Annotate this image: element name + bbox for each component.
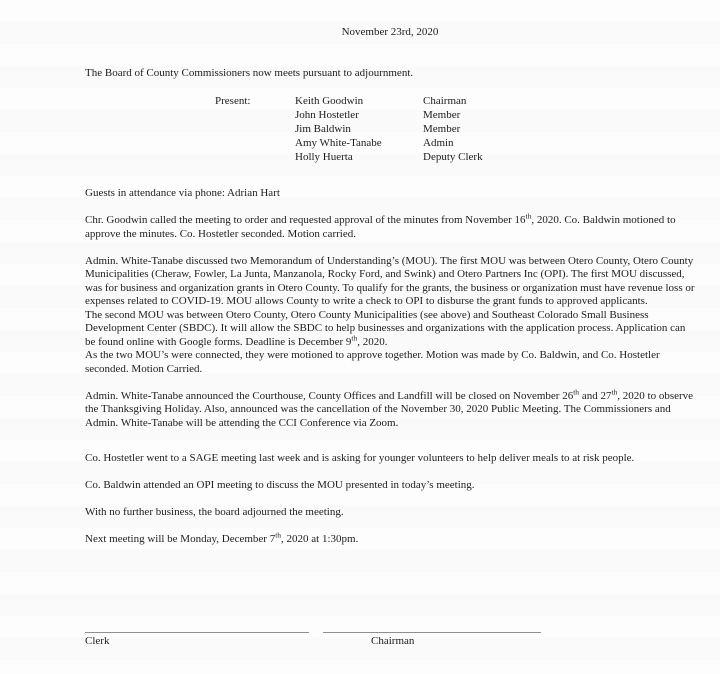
paragraph-mou-first: Admin. White-Tanabe discussed two Memorandum of Understanding’s (MOU). The first MOU was between Otero County, Otero County Municipalities (Cheraw, Fowler, La Junta, Manzanola, Rocky Ford, and Swink) and Otero Partners Inc (OPI). The first MOU discussed, was for business and organization grants in Otero County. To qualify for the grants, the business or organization must have revenue loss or expenses related to COVID-19. MOU allows County to write a check to OPI to disburse the grant funds to approved applicants.	[85, 254, 695, 307]
paragraph-sage-meeting: Co. Hostetler went to a SAGE meeting last week and is asking for younger volunteers to help deliver meals to at risk people.	[85, 452, 635, 464]
attendee-name: Keith Goodwin	[295, 95, 364, 107]
attendee-row	[295, 136, 695, 150]
paragraph-minutes-approval: Chr. Goodwin called the meeting to order and requested approval of the minutes from November 16th, 2020. Co. Baldwin motioned to approve the minutes. Co. Hostetler seconded. Motion carried.	[85, 211, 676, 240]
attendee-row	[295, 150, 695, 164]
paragraph-guests: Guests in attendance via phone: Adrian Hart	[85, 187, 280, 199]
present-label: Present:	[215, 95, 251, 107]
paragraph-opi-meeting: Co. Baldwin attended an OPI meeting to discuss the MOU presented in today’s meeting.	[85, 479, 475, 491]
paragraph-adjournment: With no further business, the board adjourned the meeting.	[85, 506, 344, 518]
attendee-row	[295, 108, 695, 122]
attendance-section	[215, 94, 695, 164]
clerk-signature-line	[85, 632, 309, 633]
attendee-role: Member	[423, 123, 461, 135]
paragraph-group-mou	[85, 255, 695, 377]
chairman-signature-label: Chairman	[371, 635, 415, 647]
paragraph-closure-announcement: Admin. White-Tanabe announced the Courthouse, County Offices and Landfill will be closed on November 26th and 27th, 2020 to observe the Thanksgiving Holiday. Also, announced was the cancellation of the November 30, 2020 Public Meeting. The Commissioners and Admin. White-Tanabe will be attending the CCI Conference via Zoom.	[85, 386, 694, 429]
attendee-row	[295, 122, 695, 136]
intro-statement: The Board of County Commissioners now meets pursuant to adjournment.	[85, 67, 414, 79]
attendee-name: John Hostetler	[295, 109, 359, 121]
paragraph-mou-second: The second MOU was between Otero County, Otero County Municipalities (see above) and Southeast Colorado Small Business Development Center (SBDC). It will allow the SBDC to help businesses and organizations with the application process. Application can be found online with Google forms. Deadline is December 9th, 2020.	[85, 308, 686, 348]
attendee-role: Chairman	[423, 95, 467, 107]
attendee-name: Amy White-Tanabe	[295, 137, 382, 149]
chairman-signature-area	[323, 632, 541, 648]
attendee-list	[295, 94, 695, 164]
paragraph-mou-vote: As the two MOU’s were connected, they were motioned to approve together. Motion was made by Co. Baldwin, and Co. Hostetler seconded. Motion Carried.	[85, 349, 660, 375]
attendee-name: Holly Huerta	[295, 151, 353, 163]
document-date: November 23rd, 2020	[341, 26, 439, 38]
attendee-row	[295, 94, 695, 108]
attendee-name: Jim Baldwin	[295, 123, 351, 135]
clerk-signature-label: Clerk	[85, 635, 110, 647]
attendee-role: Member	[423, 109, 461, 121]
chairman-signature-line	[323, 632, 541, 633]
attendee-role: Admin	[423, 137, 454, 149]
attendee-role: Deputy Clerk	[423, 151, 483, 163]
paragraph-next-meeting: Next meeting will be Monday, December 7th, 2020 at 1:30pm.	[85, 530, 359, 545]
clerk-signature-area	[85, 632, 309, 648]
